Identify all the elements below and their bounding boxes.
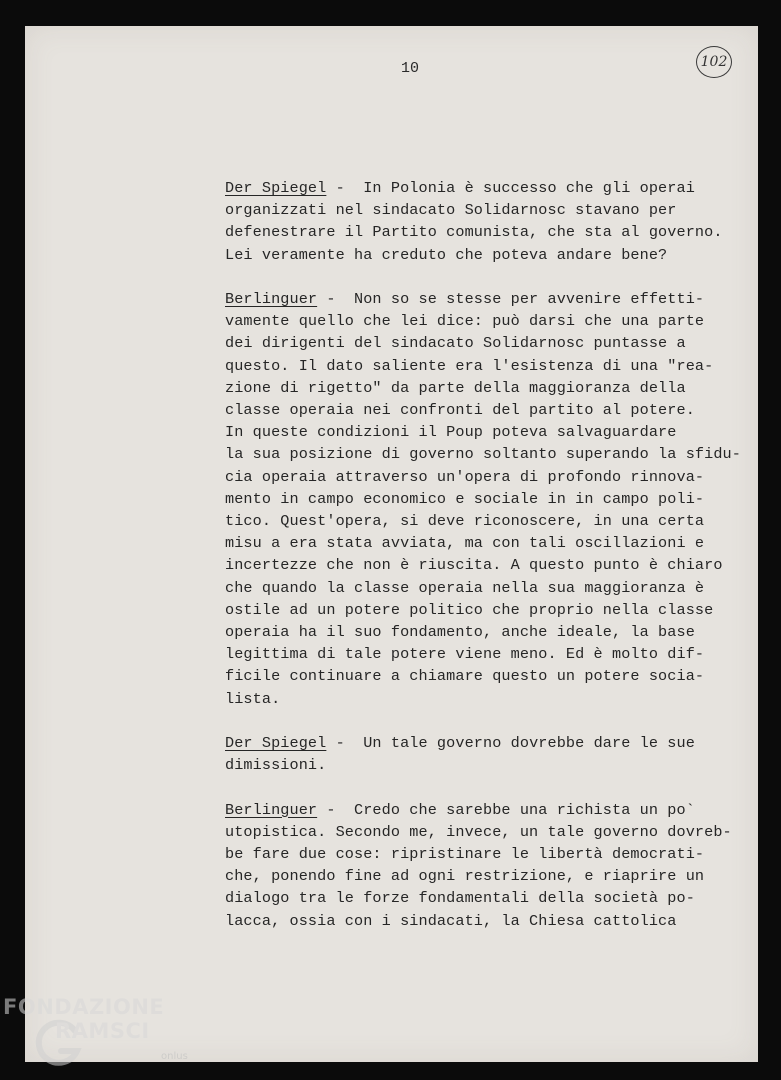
watermark-title: FONDAZIONE	[3, 995, 165, 1019]
speaker-label: Der Spiegel	[225, 734, 327, 753]
text-line: lista.	[225, 689, 281, 708]
line-text: - Un tale governo dovrebbe dare le sue	[326, 734, 695, 753]
text-line: zione di rigetto" da parte della maggioranza della	[225, 378, 686, 397]
fondazione-gramsci-watermark	[3, 995, 203, 1075]
text-line	[225, 177, 745, 199]
speaker-label: Berlinguer	[225, 800, 318, 819]
archive-number-stamp: 102	[696, 46, 732, 78]
text-line	[225, 799, 745, 821]
text-line: questo. Il dato saliente era l'esistenza di una "rea-	[225, 356, 714, 375]
paragraph-berlinguer-2	[225, 799, 745, 932]
speaker-label: Berlinguer	[225, 290, 318, 308]
text-line: utopistica. Secondo me, invece, un tale governo dovreb-	[225, 822, 732, 841]
text-line: tico. Quest'opera, si deve riconoscere, in una certa	[225, 512, 705, 531]
speaker-label: Der Spiegel	[225, 179, 327, 197]
line-text: - Non so se stesse per avvenire effetti-	[317, 290, 705, 308]
text-line: defenestrare il Partito comunista, che sta al governo.	[225, 223, 723, 242]
text-line: incertezze che non è riuscita. A questo punto è chiaro	[225, 556, 723, 575]
text-line: cia operaia attraverso un'opera di profondo rinnova-	[225, 467, 705, 486]
text-line: Lei veramente ha creduto che poteva andare bene?	[225, 245, 668, 264]
paragraph-spiegel-2	[225, 732, 745, 776]
paragraph-spiegel-1	[225, 177, 745, 266]
text-line: classe operaia nei confronti del partito al potere.	[225, 401, 695, 420]
text-line: operaia ha il suo fondamento, anche ideale, la base	[225, 623, 695, 642]
text-line: che, ponendo fine ad ogni restrizione, e riaprire un	[225, 867, 705, 886]
text-line: ostile ad un potere politico che proprio nella classe	[225, 600, 714, 619]
text-line	[225, 288, 745, 310]
text-line: misu a era stata avviata, ma con tali oscillazioni e	[225, 534, 705, 553]
line-text: - Credo che sarebbe una richista un po`	[317, 800, 695, 819]
page-number: 10	[400, 60, 419, 77]
watermark-subtitle: RAMSCI	[55, 1019, 150, 1043]
text-line: mento in campo economico e sociale in in campo poli-	[225, 489, 705, 508]
text-line: organizzati nel sindacato Solidarnosc stavano per	[225, 201, 677, 220]
text-line: che quando la classe operaia nella sua maggioranza è	[225, 578, 705, 597]
text-line	[225, 732, 745, 754]
text-line: In queste condizioni il Poup poteva salvaguardare	[225, 423, 677, 442]
text-line: la sua posizione di governo soltanto superando la sfidu-	[225, 445, 741, 464]
watermark-suffix: onlus	[161, 1051, 188, 1062]
text-line: vamente quello che lei dice: può darsi che una parte	[225, 312, 705, 331]
line-text: - In Polonia è successo che gli operai	[326, 179, 695, 197]
document-page	[25, 26, 758, 1062]
text-line: dimissioni.	[225, 756, 327, 775]
document-text	[225, 177, 745, 954]
text-line: dialogo tra le forze fondamentali della società po-	[225, 889, 695, 908]
text-line: dei dirigenti del sindacato Solidarnosc puntasse a	[225, 334, 686, 353]
text-line: legittima di tale potere viene meno. Ed è molto dif-	[225, 645, 705, 664]
text-line: ficile continuare a chiamare questo un potere socia-	[225, 667, 705, 686]
text-line: be fare due cose: ripristinare le libertà democrati-	[225, 845, 705, 864]
text-line: lacca, ossia con i sindacati, la Chiesa cattolica	[225, 911, 677, 930]
paragraph-berlinguer-1	[225, 288, 745, 710]
